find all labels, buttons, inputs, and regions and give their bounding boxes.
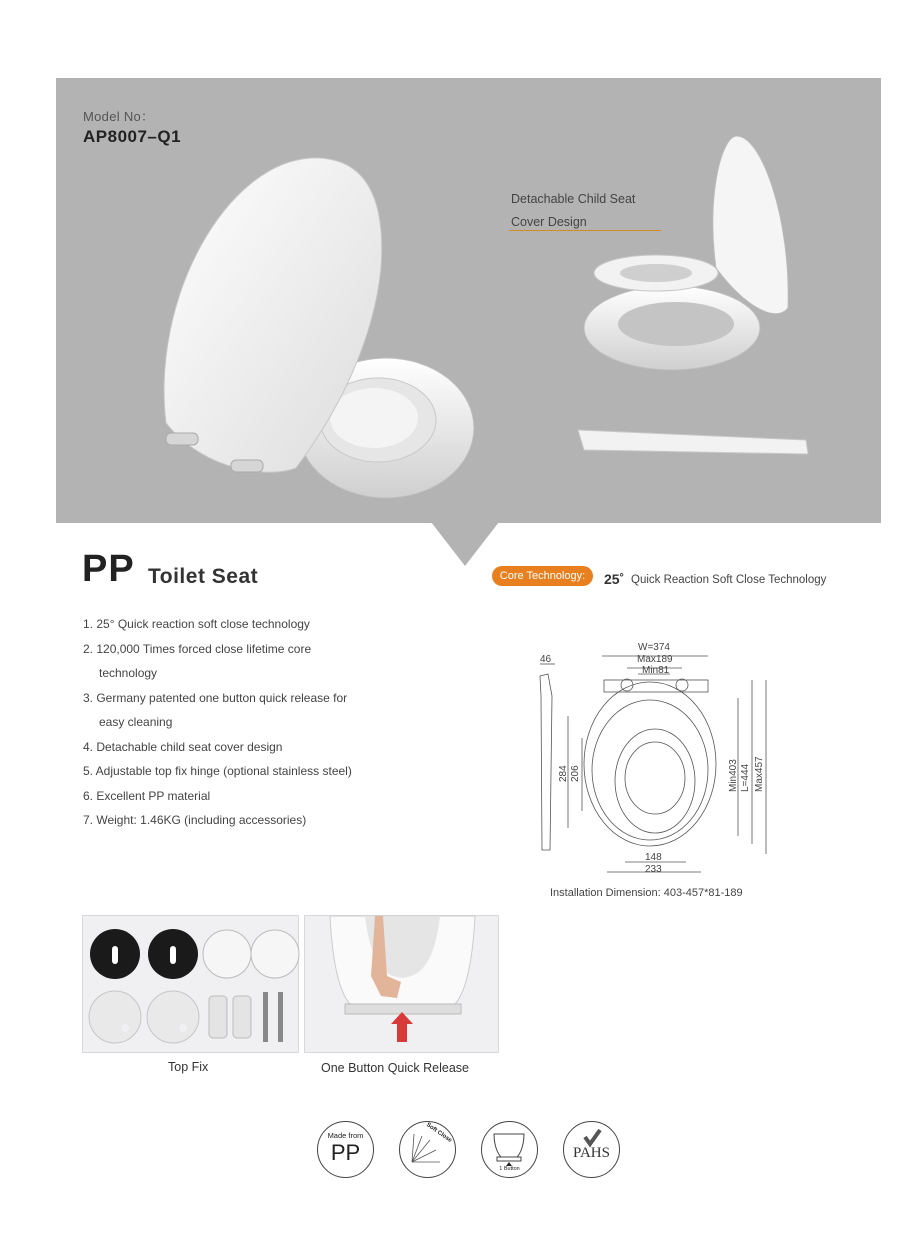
callout-line-1: Detachable Child Seat [511, 192, 636, 206]
dimension-drawing [530, 636, 780, 875]
installation-dimension: Installation Dimension: 403-457*81-189 [550, 887, 743, 899]
core-technology-badge: Core Technology: [492, 566, 593, 586]
soft-close-icon [399, 1121, 456, 1178]
made-from-label: Made from [327, 1131, 364, 1140]
feature-callout [511, 188, 635, 234]
feature-item-continued: technology [99, 666, 158, 680]
dim-46: 46 [540, 654, 552, 665]
model-number: AP8007–Q1 [83, 127, 182, 146]
one-button-label: 1 Button [499, 1166, 520, 1172]
soft-close-label: Soft Close [424, 1122, 453, 1144]
pp-label: PP [330, 1140, 361, 1165]
top-fix-caption: Top Fix [168, 1060, 209, 1074]
top-fix-image [82, 915, 299, 1053]
dim-max457: Max457 [754, 756, 765, 792]
feature-item: 7. Weight: 1.46KG (including accessories) [83, 813, 307, 827]
one-button-icon [481, 1121, 538, 1178]
made-from-pp-icon [317, 1121, 374, 1178]
title-material: PP [82, 548, 135, 590]
soft-close-graphic [400, 1122, 454, 1176]
dim-284: 284 [558, 765, 569, 782]
feature-item: 3. Germany patented one button quick release for [83, 690, 348, 705]
dim-max189: Max189 [637, 654, 673, 665]
dim-206: 206 [570, 765, 581, 782]
core-description: Quick Reaction Soft Close Technology [631, 574, 827, 586]
feature-item: 5. Adjustable top fix hinge (optional stainless steel) [83, 764, 352, 778]
callout-line-2: Cover Design [511, 215, 587, 229]
title-product: Toilet Seat [148, 565, 259, 588]
dim-l444: L=444 [740, 763, 751, 792]
feature-item: 4. Detachable child seat cover design [83, 739, 283, 754]
feature-item: 2. 120,000 Times forced close lifetime core [83, 641, 312, 656]
pahs-icon [563, 1121, 620, 1178]
feature-item-continued: easy cleaning [99, 715, 173, 729]
model-label: Model No： [83, 109, 155, 124]
dim-233: 233 [645, 864, 662, 875]
quick-release-image [304, 915, 499, 1053]
pahs-label: PAHS [573, 1145, 610, 1161]
feature-item: 1. 25° Quick reaction soft close technology [83, 617, 310, 631]
dim-148: 148 [645, 852, 662, 863]
top-fix-parts [83, 916, 300, 1054]
feature-list [83, 612, 393, 833]
dim-min81: Min81 [642, 665, 670, 676]
hero-notch [431, 522, 499, 566]
feature-item: 6. Excellent PP material [83, 788, 211, 803]
callout-leader [509, 230, 661, 231]
quick-release-photo [305, 916, 500, 1054]
quick-release-caption: One Button Quick Release [321, 1061, 469, 1075]
dim-min403: Min403 [728, 759, 739, 792]
core-angle: 25˚ [604, 571, 625, 587]
dim-width: W=374 [638, 642, 670, 653]
